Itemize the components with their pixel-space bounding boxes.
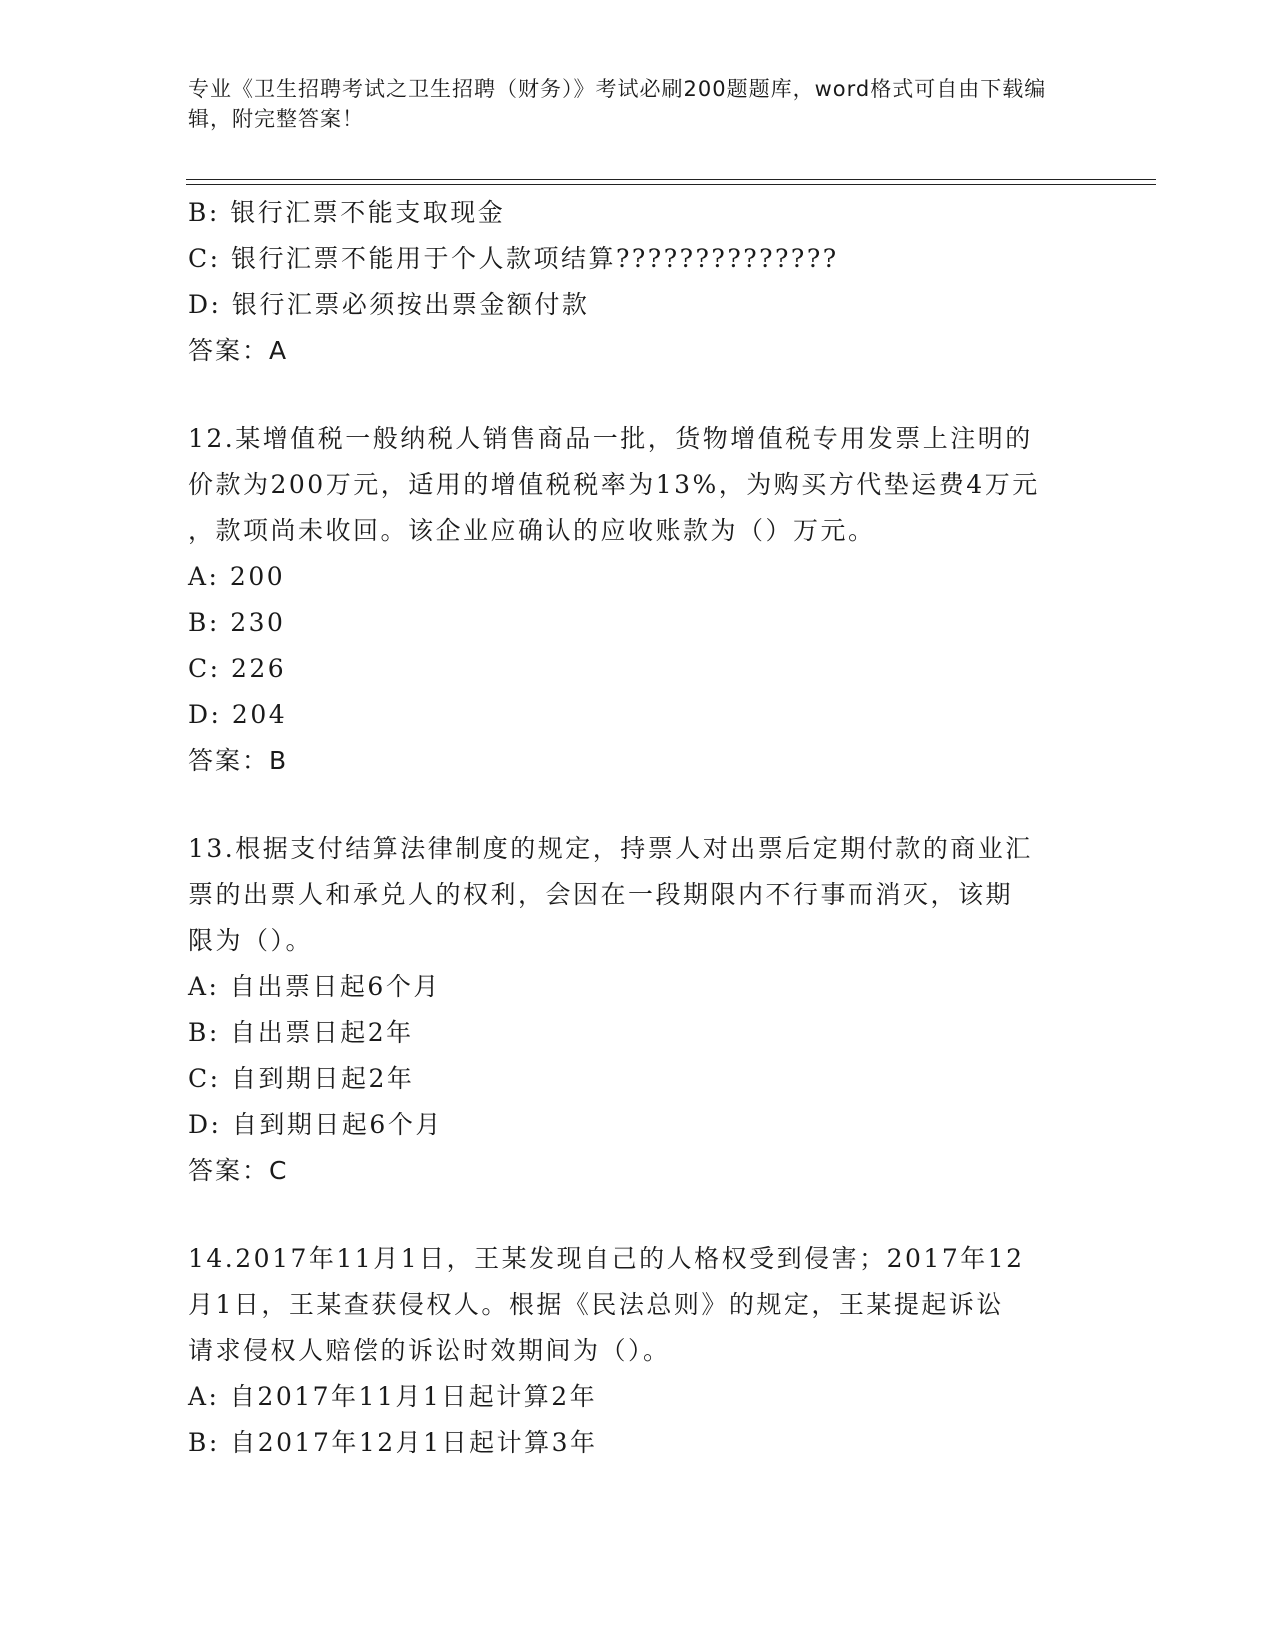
question-text: 13.根据支付结算法律制度的规定，持票人对出票后定期付款的商业汇	[188, 834, 1033, 863]
option-d: D: 204	[188, 700, 288, 729]
question-14	[188, 1236, 1088, 1466]
answer: 答案：C	[188, 1156, 289, 1185]
question-text: 请求侵权人赔偿的诉讼时效期间为（）。	[188, 1336, 671, 1365]
question-content	[188, 190, 1088, 1466]
option-c: C: 银行汇票不能用于个人款项结算??????????????	[188, 244, 839, 273]
question-text: 14.2017年11月1日，王某发现自己的人格权受到侵害；2017年12	[188, 1244, 1025, 1273]
header-divider	[186, 179, 1156, 185]
question-11-continued	[188, 190, 1088, 374]
option-c: C: 226	[188, 654, 287, 683]
option-d: D: 自到期日起6个月	[188, 1110, 443, 1139]
option-b: B: 230	[188, 608, 286, 637]
option-b: B: 银行汇票不能支取现金	[188, 198, 506, 227]
option-c: C: 自到期日起2年	[188, 1064, 415, 1093]
question-12	[188, 416, 1088, 784]
answer: 答案：B	[188, 746, 289, 775]
question-text: 12.某增值税一般纳税人销售商品一批，货物增值税专用发票上注明的	[188, 424, 1033, 453]
question-text: 票的出票人和承兑人的权利，会因在一段期限内不行事而消灭，该期	[188, 880, 1014, 909]
question-13	[188, 826, 1088, 1194]
question-text: 月1日，王某查获侵权人。根据《民法总则》的规定，王某提起诉讼	[188, 1290, 1004, 1319]
option-b: B: 自出票日起2年	[188, 1018, 414, 1047]
page-header: 专业《卫生招聘考试之卫生招聘（财务）》考试必刷200题题库，word格式可自由下载编辑，附完整答案！	[188, 77, 1047, 131]
answer: 答案：A	[188, 336, 289, 365]
question-text: 价款为200万元，适用的增值税税率为13%，为购买方代垫运费4万元	[188, 470, 1040, 499]
option-d: D: 银行汇票必须按出票金额付款	[188, 290, 590, 319]
question-text: 限为（）。	[188, 926, 314, 955]
option-a: A: 自2017年11月1日起计算2年	[188, 1382, 598, 1411]
option-a: A: 自出票日起6个月	[188, 972, 441, 1001]
option-b: B: 自2017年12月1日起计算3年	[188, 1428, 598, 1457]
option-a: A: 200	[188, 562, 286, 591]
question-text: ，款项尚未收回。该企业应确认的应收账款为（）万元。	[188, 516, 876, 545]
